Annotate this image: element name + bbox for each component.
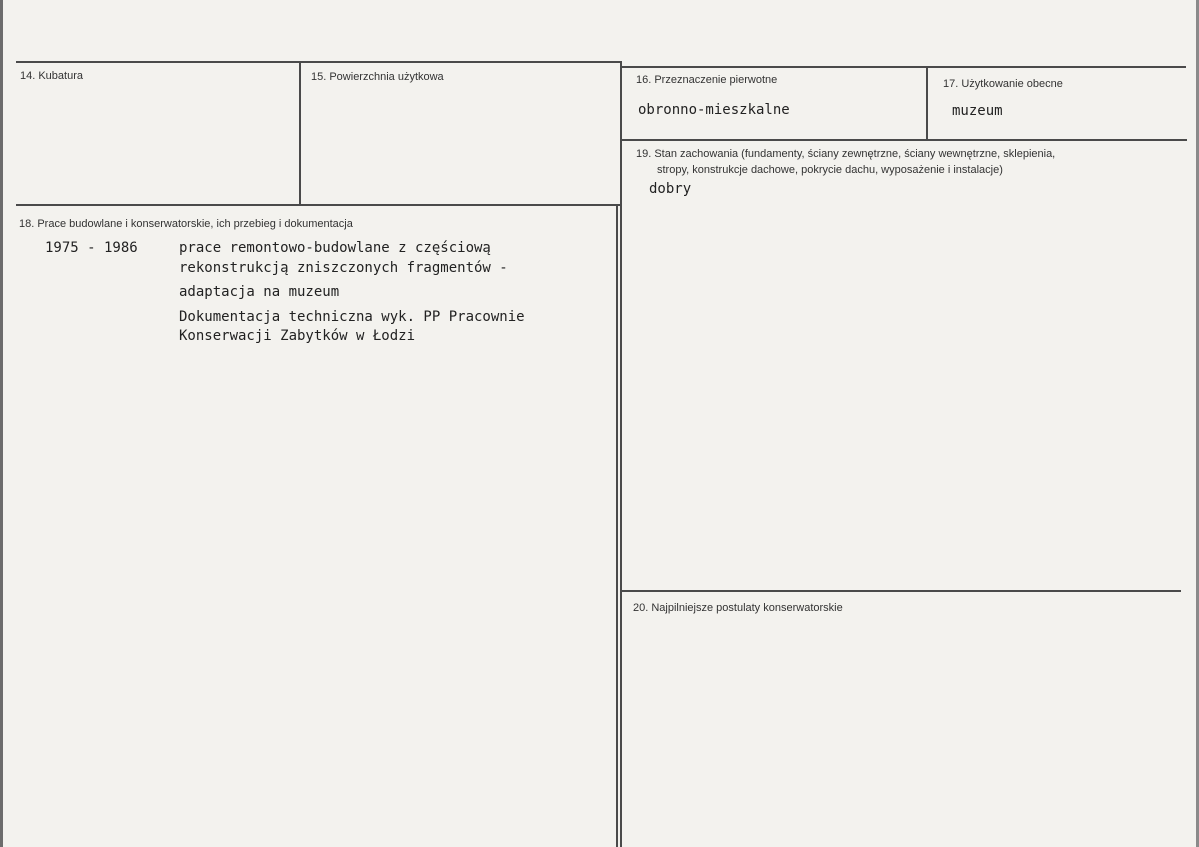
- divider-16-17: [926, 67, 928, 140]
- divider-14-15: [299, 62, 301, 205]
- field-14-label: 14. Kubatura: [20, 70, 83, 82]
- field-19-value: dobry: [649, 181, 692, 197]
- rule-above-20: [621, 590, 1181, 592]
- rule-under-14-15: [16, 204, 622, 206]
- field-18-line4: Dokumentacja techniczna wyk. PP Pracownie: [179, 309, 525, 325]
- field-15-label: 15. Powierzchnia użytkowa: [311, 71, 444, 83]
- divider-15-16: [620, 62, 622, 847]
- top-rule-left: [16, 61, 622, 63]
- field-19-label-line1: 19. Stan zachowania (fundamenty, ściany zewnętrzne, ściany wewnętrzne, sklepienia,: [636, 148, 1056, 160]
- field-18-line2: rekonstrukcją zniszczonych fragmentów -: [179, 260, 508, 276]
- field-17-value: muzeum: [952, 103, 1003, 119]
- field-18-label: 18. Prace budowlane i konserwatorskie, ich przebieg i dokumentacja: [19, 218, 353, 230]
- divider-18-right: [616, 205, 618, 847]
- field-18-line5: Konserwacji Zabytków w Łodzi: [179, 328, 416, 344]
- rule-under-16-17: [621, 139, 1187, 141]
- field-18-years: 1975 - 1986: [45, 240, 138, 256]
- field-17-label: 17. Użytkowanie obecne: [943, 78, 1063, 90]
- top-rule-right: [620, 66, 1186, 68]
- field-16-label: 16. Przeznaczenie pierwotne: [636, 74, 778, 86]
- field-20-label: 20. Najpilniejsze postulaty konserwatorskie: [633, 602, 843, 614]
- field-18-line3: adaptacja na muzeum: [179, 284, 340, 300]
- card-left-edge: [0, 0, 3, 847]
- field-18-line1: prace remontowo-budowlane z częściową: [179, 240, 491, 256]
- field-19-label-line2: stropy, konstrukcje dachowe, pokrycie dachu, wyposażenie i instalacje): [657, 164, 1003, 176]
- field-16-value: obronno-mieszkalne: [638, 102, 790, 118]
